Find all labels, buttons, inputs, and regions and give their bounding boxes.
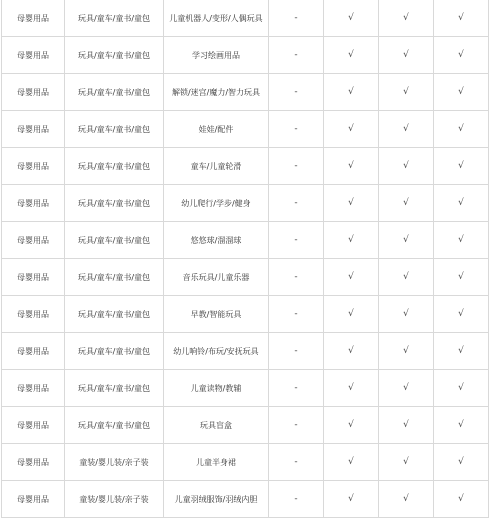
check-cell: √ <box>379 0 434 37</box>
check-cell: √ <box>434 111 489 148</box>
dash-cell: - <box>269 407 324 444</box>
leaf-category-cell: 儿童羽绒服饰/羽绒内胆 <box>164 481 269 518</box>
leaf-category-cell: 娃娃/配件 <box>164 111 269 148</box>
leaf-category-cell: 学习绘画用品 <box>164 37 269 74</box>
check-cell: √ <box>434 407 489 444</box>
check-cell: √ <box>324 296 379 333</box>
secondary-category-cell: 童装/婴儿装/亲子装 <box>65 481 164 518</box>
check-cell: √ <box>434 148 489 185</box>
check-cell: √ <box>434 259 489 296</box>
leaf-category-cell: 解锁/迷宫/魔力/智力玩具 <box>164 74 269 111</box>
dash-cell: - <box>269 37 324 74</box>
dash-cell: - <box>269 185 324 222</box>
secondary-category-cell: 玩具/童车/童书/童包 <box>65 148 164 185</box>
table-row <box>2 148 489 185</box>
check-cell: √ <box>379 444 434 481</box>
table-row <box>2 222 489 259</box>
secondary-category-cell: 玩具/童车/童书/童包 <box>65 222 164 259</box>
leaf-category-cell: 悠悠球/溜溜球 <box>164 222 269 259</box>
check-cell: √ <box>324 148 379 185</box>
secondary-category-cell: 玩具/童车/童书/童包 <box>65 111 164 148</box>
secondary-category-cell: 玩具/童车/童书/童包 <box>65 185 164 222</box>
primary-category-cell: 母婴用品 <box>2 0 65 37</box>
secondary-category-cell: 玩具/童车/童书/童包 <box>65 37 164 74</box>
table-row <box>2 0 489 37</box>
check-cell: √ <box>324 111 379 148</box>
primary-category-cell: 母婴用品 <box>2 370 65 407</box>
check-cell: √ <box>434 222 489 259</box>
primary-category-cell: 母婴用品 <box>2 481 65 518</box>
leaf-category-cell: 早教/智能玩具 <box>164 296 269 333</box>
dash-cell: - <box>269 296 324 333</box>
secondary-category-cell: 玩具/童车/童书/童包 <box>65 333 164 370</box>
dash-cell: - <box>269 0 324 37</box>
check-cell: √ <box>434 333 489 370</box>
primary-category-cell: 母婴用品 <box>2 74 65 111</box>
leaf-category-cell: 儿童机器人/变形/人偶玩具 <box>164 0 269 37</box>
table-row <box>2 185 489 222</box>
primary-category-cell: 母婴用品 <box>2 444 65 481</box>
leaf-category-cell: 童车/儿童轮滑 <box>164 148 269 185</box>
table-row <box>2 444 489 481</box>
dash-cell: - <box>269 444 324 481</box>
table-row <box>2 296 489 333</box>
check-cell: √ <box>379 37 434 74</box>
secondary-category-cell: 玩具/童车/童书/童包 <box>65 407 164 444</box>
table-row <box>2 37 489 74</box>
leaf-category-cell: 幼儿爬行/学步/健身 <box>164 185 269 222</box>
dash-cell: - <box>269 259 324 296</box>
check-cell: √ <box>379 407 434 444</box>
secondary-category-cell: 童装/婴儿装/亲子装 <box>65 444 164 481</box>
secondary-category-cell: 玩具/童车/童书/童包 <box>65 296 164 333</box>
dash-cell: - <box>269 481 324 518</box>
leaf-category-cell: 儿童半身裙 <box>164 444 269 481</box>
check-cell: √ <box>324 481 379 518</box>
table-row <box>2 481 489 518</box>
primary-category-cell: 母婴用品 <box>2 407 65 444</box>
dash-cell: - <box>269 222 324 259</box>
check-cell: √ <box>434 185 489 222</box>
leaf-category-cell: 玩具盲盒 <box>164 407 269 444</box>
check-cell: √ <box>379 333 434 370</box>
category-table <box>1 0 489 518</box>
check-cell: √ <box>324 407 379 444</box>
table-row <box>2 74 489 111</box>
leaf-category-cell: 儿童读物/教辅 <box>164 370 269 407</box>
check-cell: √ <box>324 444 379 481</box>
primary-category-cell: 母婴用品 <box>2 296 65 333</box>
check-cell: √ <box>379 296 434 333</box>
check-cell: √ <box>324 0 379 37</box>
check-cell: √ <box>434 370 489 407</box>
dash-cell: - <box>269 111 324 148</box>
check-cell: √ <box>434 0 489 37</box>
check-cell: √ <box>324 370 379 407</box>
check-cell: √ <box>379 148 434 185</box>
check-cell: √ <box>379 370 434 407</box>
check-cell: √ <box>434 444 489 481</box>
primary-category-cell: 母婴用品 <box>2 185 65 222</box>
table-row <box>2 407 489 444</box>
primary-category-cell: 母婴用品 <box>2 333 65 370</box>
check-cell: √ <box>324 259 379 296</box>
check-cell: √ <box>379 222 434 259</box>
secondary-category-cell: 玩具/童车/童书/童包 <box>65 74 164 111</box>
primary-category-cell: 母婴用品 <box>2 148 65 185</box>
check-cell: √ <box>379 259 434 296</box>
dash-cell: - <box>269 74 324 111</box>
check-cell: √ <box>324 333 379 370</box>
primary-category-cell: 母婴用品 <box>2 222 65 259</box>
dash-cell: - <box>269 148 324 185</box>
primary-category-cell: 母婴用品 <box>2 259 65 296</box>
table-row <box>2 370 489 407</box>
check-cell: √ <box>434 296 489 333</box>
secondary-category-cell: 玩具/童车/童书/童包 <box>65 259 164 296</box>
check-cell: √ <box>379 111 434 148</box>
table-row <box>2 333 489 370</box>
dash-cell: - <box>269 333 324 370</box>
check-cell: √ <box>324 37 379 74</box>
dash-cell: - <box>269 370 324 407</box>
leaf-category-cell: 幼儿响铃/布玩/安抚玩具 <box>164 333 269 370</box>
check-cell: √ <box>434 481 489 518</box>
table-row <box>2 111 489 148</box>
primary-category-cell: 母婴用品 <box>2 111 65 148</box>
check-cell: √ <box>379 74 434 111</box>
check-cell: √ <box>324 222 379 259</box>
check-cell: √ <box>379 185 434 222</box>
check-cell: √ <box>324 74 379 111</box>
check-cell: √ <box>379 481 434 518</box>
check-cell: √ <box>434 37 489 74</box>
check-cell: √ <box>434 74 489 111</box>
secondary-category-cell: 玩具/童车/童书/童包 <box>65 0 164 37</box>
secondary-category-cell: 玩具/童车/童书/童包 <box>65 370 164 407</box>
leaf-category-cell: 音乐玩具/儿童乐器 <box>164 259 269 296</box>
primary-category-cell: 母婴用品 <box>2 37 65 74</box>
table-row <box>2 259 489 296</box>
check-cell: √ <box>324 185 379 222</box>
category-table-body <box>2 0 489 518</box>
